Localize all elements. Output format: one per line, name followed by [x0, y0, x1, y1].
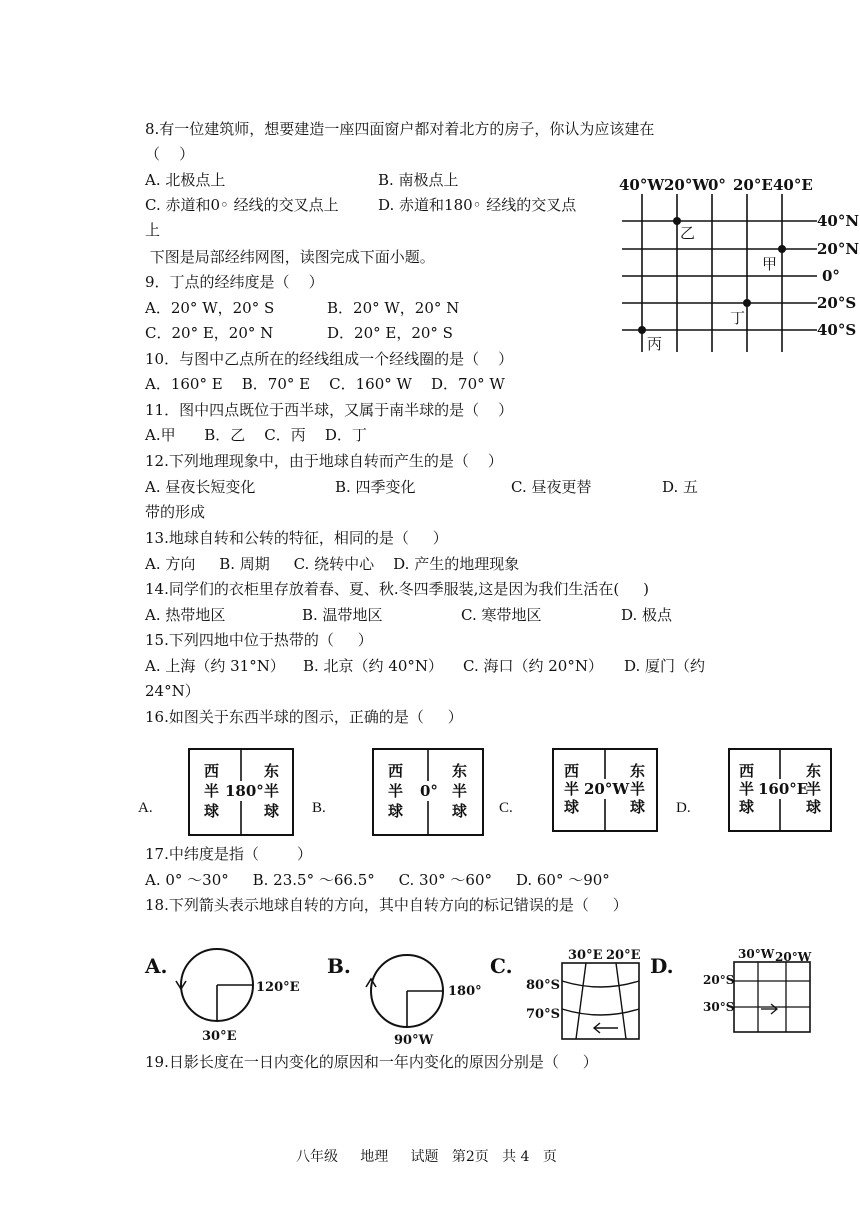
svg-text:C.: C.: [490, 954, 513, 978]
svg-text:球: 球: [388, 802, 404, 820]
q8-blank: （ ）: [145, 145, 195, 163]
svg-text:球: 球: [564, 798, 580, 816]
svg-text:东: 东: [630, 762, 646, 780]
grid-top-label: 0°: [708, 176, 726, 194]
q18-diagram-c: [486, 943, 651, 1043]
svg-text:球: 球: [739, 798, 755, 816]
q11-options: A.甲 B．乙 C．丙 D．丁: [145, 426, 367, 444]
grid-right-label: 40°S: [817, 321, 857, 339]
svg-text:A.: A.: [145, 954, 168, 978]
svg-text:B.: B.: [327, 954, 351, 978]
q12-option-a: A. 昼夜长短变化: [145, 478, 256, 496]
q8-option-c: C. 赤道和0◦ 经线的交叉点上: [145, 196, 339, 214]
svg-text:D.: D.: [650, 954, 674, 978]
q10-stem: 10．与图中乙点所在的经线组成一个经线圈的是（ ）: [145, 350, 514, 368]
svg-text:180°: 180°: [225, 782, 264, 800]
q16-panel-d: [728, 748, 832, 832]
q14-option-c: C. 寒带地区: [461, 606, 542, 624]
point-label-yi: 乙: [680, 224, 696, 242]
svg-text:180°: 180°: [448, 984, 482, 999]
svg-text:30°E: 30°E: [568, 948, 603, 963]
q15-stem: 15.下列四地中位于热带的（ ）: [145, 631, 373, 649]
svg-text:20°W: 20°W: [584, 780, 630, 798]
q18-diagram-a: [140, 945, 310, 1045]
svg-text:80°S: 80°S: [526, 978, 560, 993]
q14-option-a: A. 热带地区: [145, 606, 226, 624]
q12-option-d: D. 五: [662, 478, 699, 496]
q16-panel-a-letter: A.: [138, 800, 153, 816]
svg-text:70°S: 70°S: [526, 1007, 560, 1022]
grid-right-label: 20°N: [817, 240, 860, 258]
point-label-jia: 甲: [762, 255, 778, 273]
point-jia: [778, 245, 786, 253]
q9-option-a: A．20° W，20° S: [145, 299, 275, 317]
svg-text:东: 东: [452, 762, 468, 780]
svg-text:东: 东: [806, 762, 822, 780]
q19-stem: 19.日影长度在一日内变化的原因和一年内变化的原因分别是（ ）: [145, 1053, 598, 1071]
point-ding: [743, 299, 751, 307]
grid-right-label: 20°S: [817, 294, 857, 312]
grid-right-label: 40°N: [817, 212, 860, 230]
svg-text:半: 半: [204, 782, 220, 800]
q12-option-c: C. 昼夜更替: [511, 478, 592, 496]
q12-option-d-wrap: 带的形成: [145, 503, 206, 521]
grid-top-label: 40°W: [619, 176, 665, 194]
svg-text:半: 半: [739, 780, 755, 798]
q13-options: A. 方向 B. 周期 C. 绕转中心 D. 产生的地理现象: [145, 555, 520, 573]
q14-option-d: D. 极点: [621, 606, 673, 624]
q16-panel-d-letter: D.: [676, 800, 691, 816]
svg-text:20°W: 20°W: [775, 950, 812, 964]
q15-option-a: A. 上海（约 31°N）: [145, 657, 285, 675]
svg-text:90°W: 90°W: [394, 1033, 434, 1047]
svg-text:西: 西: [739, 762, 755, 780]
q12-stem: 12.下列地理现象中，由于地球自转而产生的是（ ）: [145, 452, 503, 470]
q16-panel-a: [188, 748, 294, 836]
page-footer: 八年级 地理 试题 第2页 共 4 页: [296, 1149, 557, 1165]
svg-text:30°S: 30°S: [703, 1000, 735, 1014]
q13-stem: 13.地球自转和公转的特征，相同的是（ ）: [145, 529, 448, 547]
grid-top-label: 40°E: [773, 176, 813, 194]
q9-option-c: C．20° E，20° N: [145, 324, 274, 342]
grid-top-label: 20°W: [664, 176, 710, 194]
svg-text:半: 半: [564, 780, 580, 798]
svg-text:半: 半: [264, 782, 280, 800]
q18-stem: 18.下列箭头表示地球自转的方向，其中自转方向的标记错误的是（ ）: [145, 896, 628, 914]
q10-options: A．160° E B．70° E C．160° W D．70° W: [145, 375, 505, 393]
q17-stem: 17.中纬度是指（ ）: [145, 845, 313, 863]
svg-text:半: 半: [388, 782, 404, 800]
q16-stem: 16.如图关于东西半球的图示，正确的是（ ）: [145, 708, 463, 726]
q16-panel-c-letter: C.: [499, 800, 513, 816]
lat-long-grid-map: [612, 172, 860, 357]
svg-text:西: 西: [204, 762, 220, 780]
svg-text:球: 球: [264, 802, 280, 820]
q14-stem: 14.同学们的衣柜里存放着春、夏、秋.冬四季服装,这是因为我们生活在( ): [145, 580, 649, 598]
svg-text:球: 球: [806, 798, 822, 816]
q9-option-b: B．20° W，20° N: [327, 299, 460, 317]
svg-text:半: 半: [452, 782, 468, 800]
point-bing: [638, 326, 646, 334]
q14-option-b: B. 温带地区: [302, 606, 383, 624]
q17-options: A. 0° ～30° B. 23.5° ～66.5° C. 30° ～60° D. 60° ～90°: [145, 871, 610, 889]
q15-option-c: C. 海口（约 20°N）: [463, 657, 603, 675]
svg-text:西: 西: [388, 762, 404, 780]
svg-text:球: 球: [204, 802, 220, 820]
q12-option-b: B. 四季变化: [335, 478, 416, 496]
svg-text:0°: 0°: [420, 782, 438, 800]
q16-panel-c: [552, 748, 658, 832]
svg-text:半: 半: [630, 780, 646, 798]
q8-option-d: D. 赤道和180◦ 经线的交叉点: [378, 196, 577, 214]
q16-panel-b: [372, 748, 484, 836]
q15-option-d: D. 厦门（约: [624, 657, 706, 675]
point-label-bing: 丙: [647, 335, 663, 353]
svg-text:西: 西: [564, 762, 580, 780]
svg-text:20°S: 20°S: [703, 973, 735, 987]
q18-diagram-d: [648, 943, 818, 1035]
q9-stem: 9．丁点的经纬度是（ ）: [145, 273, 324, 291]
svg-text:球: 球: [630, 798, 646, 816]
svg-text:30°E: 30°E: [202, 1029, 237, 1044]
grid-top-label: 20°E: [733, 176, 773, 194]
svg-text:120°E: 120°E: [256, 980, 300, 995]
q16-panel-b-letter: B.: [312, 800, 326, 816]
q9-option-d: D．20° E，20° S: [327, 324, 453, 342]
svg-text:160°E: 160°E: [758, 780, 809, 798]
q8-option-b: B. 南极点上: [378, 171, 459, 189]
q8-option-a: A. 北极点上: [145, 171, 226, 189]
q15-option-d-wrap: 24°N）: [145, 682, 200, 700]
q8-option-d-wrap: 上: [145, 221, 161, 239]
q8-stem: 8.有一位建筑师，想要建造一座四面窗户都对着北方的房子，你认为应该建在: [145, 120, 655, 138]
q11-stem: 11．图中四点既位于西半球，又属于南半球的是（ ）: [145, 401, 514, 419]
svg-text:球: 球: [452, 802, 468, 820]
grid-right-label: 0°: [822, 267, 840, 285]
intro-text: 下图是局部经纬网图，读图完成下面小题。: [145, 248, 435, 266]
svg-text:东: 东: [264, 762, 280, 780]
q15-option-b: B. 北京（约 40°N）: [303, 657, 444, 675]
point-label-ding: 丁: [730, 309, 746, 327]
svg-text:半: 半: [806, 780, 822, 798]
q18-diagram-b: [322, 945, 482, 1047]
svg-text:20°E: 20°E: [606, 948, 641, 963]
svg-text:30°W: 30°W: [738, 947, 775, 961]
